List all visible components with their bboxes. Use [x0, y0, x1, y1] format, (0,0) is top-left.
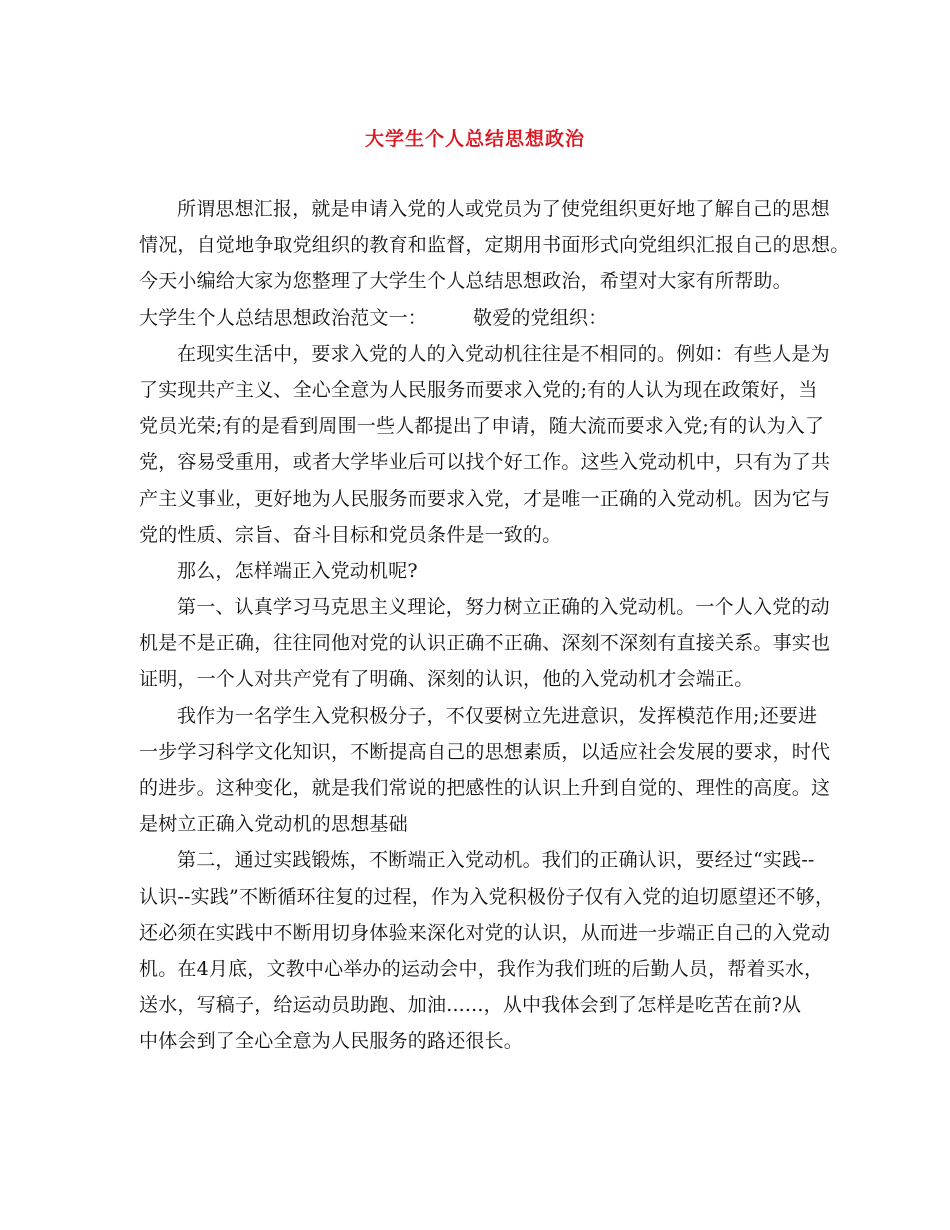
text-line [139, 191, 830, 227]
salutation: 敬爱的党组织： [473, 306, 608, 329]
document-body [139, 191, 850, 1060]
text-line-content: 那么，怎样端正入党动机呢? [177, 559, 418, 582]
text-line [139, 300, 815, 336]
text-line-content: 还必须在实践中不断用切身体验来深化对党的认识，从而进一步端正自己的入党动 [139, 921, 831, 944]
text-line-content: 产主义事业，更好地为人民服务而要求入党，才是唯一正确的入党动机。因为它与 [139, 487, 831, 510]
text-line-content: 机。在4月底，文教中心举办的运动会中，我作为我们班的后勤人员，帮着买水， [139, 957, 824, 980]
text-line [139, 915, 831, 951]
text-line [139, 589, 830, 625]
text-line [139, 444, 831, 480]
text-line-content: 党的性质、宗旨、奋斗目标和党员条件是一致的。 [139, 523, 562, 546]
text-line [139, 734, 831, 770]
text-line-content: 一步学习科学文化知识，不断提高自己的思想素质，以适应社会发展的要求，时代 [139, 740, 831, 763]
text-line [139, 263, 815, 299]
text-line-content: 证明，一个人对共产党有了明确、深刻的认识，他的入党动机才会端正。 [139, 668, 754, 691]
text-line-content: 的进步。这种变化，就是我们常说的把感性的认识上升到自觉的、理性的高度。这 [139, 777, 831, 799]
text-line [139, 227, 850, 263]
text-line-content: 是树立正确入党动机的思想基础 [139, 813, 408, 836]
text-line-content: 在现实生活中，要求入党的人的入党动机往往是不相同的。例如：有些人是为 [177, 342, 830, 365]
text-line [139, 806, 815, 842]
text-line-content: 中体会到了全心全意为人民服务的路还很长。 [139, 1030, 524, 1053]
text-line-content: 党，容易受重用，或者大学毕业后可以找个好工作。这些入党动机中，只有为了共 [139, 451, 831, 474]
text-line [139, 408, 825, 444]
text-line-content: 第一、认真学习马克思主义理论，努力树立正确的入党动机。一个人入党的动 [177, 596, 830, 619]
text-line [139, 842, 815, 878]
text-line [139, 625, 831, 661]
text-line-content: 我作为一名学生入党积极分子，不仅要树立先进意识，发挥模范作用;还要进 [177, 704, 818, 727]
text-line [139, 661, 815, 697]
text-line-content: 认识--实践”不断循环往复的过程，作为入党积极份子仅有入党的迫切愿望还不够， [139, 885, 835, 908]
text-line [139, 553, 815, 589]
text-line-content: 所谓思想汇报，就是申请入党的人或党员为了使党组织更好地了解自己的思想 [177, 198, 830, 220]
text-line-content: 情况，自觉地争取党组织的教育和监督，定期用书面形式向党组织汇报自己的思想。 [139, 234, 850, 257]
text-line-content: 第二，通过实践锻炼，不断端正入党动机。我们的正确认识，要经过“实践-- [177, 849, 815, 872]
text-line-content: 机是不是正确，往往同他对党的认识正确不正确、深刻不深刻有直接关系。事实也 [139, 632, 831, 655]
text-line-content: 党员光荣;有的是看到周围一些人都提出了申请，随大流而要求入党;有的认为入了 [139, 415, 825, 438]
text-line [139, 770, 831, 806]
text-line [139, 698, 818, 734]
text-line-content: 送水，写稿子，给运动员助跑、加油......，从中我体会到了怎样是吃苦在前?从 [139, 994, 802, 1017]
text-line [139, 951, 824, 987]
page-title: 大学生个人总结思想政治 [364, 128, 585, 150]
text-line-content: 了实现共产主义、全心全意为人民服务而要求入党的;有的人认为现在政策好，当 [139, 378, 818, 401]
text-line [139, 1023, 815, 1059]
text-line [139, 987, 815, 1023]
text-line [139, 336, 830, 372]
text-line-content: 大学生个人总结思想政治范文一： [139, 306, 428, 329]
text-line [139, 879, 835, 915]
text-line [139, 372, 818, 408]
text-line [139, 481, 831, 517]
text-line [139, 517, 815, 553]
text-line-content: 今天小编给大家为您整理了大学生个人总结思想政治，希望对大家有所帮助。 [139, 270, 792, 293]
